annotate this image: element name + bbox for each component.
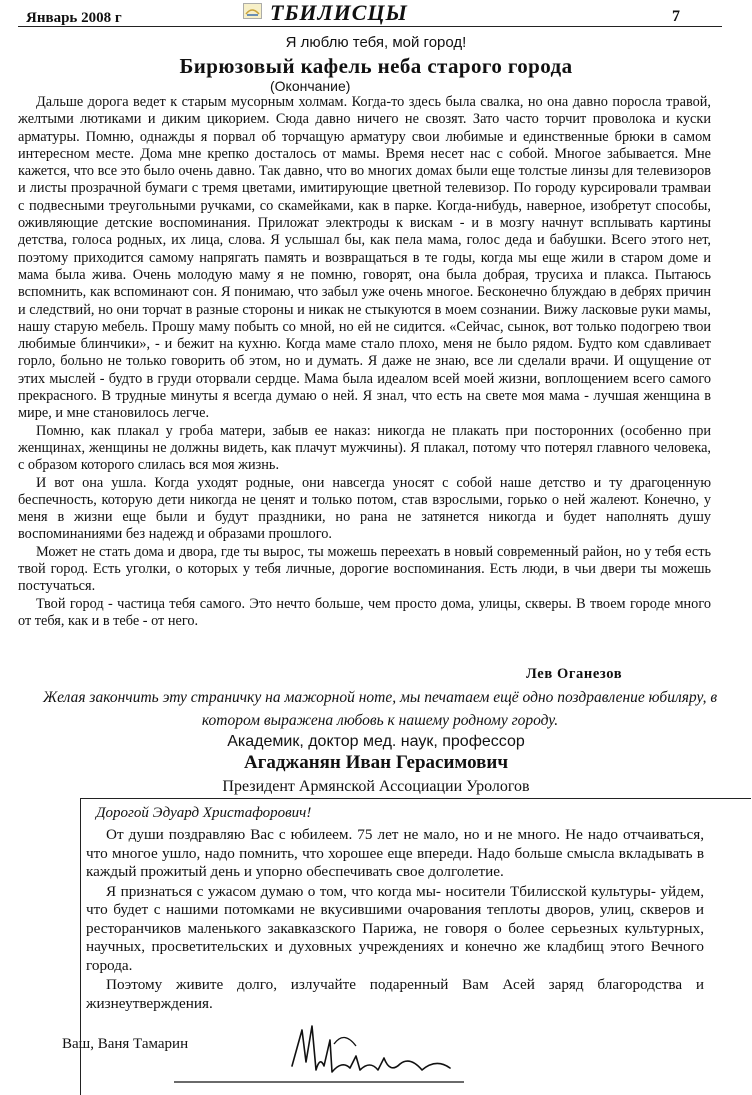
newspaper-logo: ТБИЛИСЦЫ [270,0,408,25]
letter-body [86,826,704,1014]
article-paragraph: И вот она ушла. Когда уходят родные, они навсегда уносят с собой наше детство и ту драгоценную беспечность, которую дети никогда не ценят и только потом, став взрослыми, горько о ней жалеют. Конечно, у меня в жизни еще были и будут праздники, но рана не затянется никогда и будет наполнять душу воспоминаниями без надежд и образами прошлого. [18,474,711,543]
header-divider [18,26,722,27]
article-title: Бирюзовый кафель неба старого города [179,54,573,78]
issue-date: Январь 2008 г [26,10,122,26]
article-author: Лев Оганезов [526,666,623,682]
letter-salutation: Дорогой Эдуард Христафорович! [96,805,312,821]
article-body [18,94,711,630]
article-subtitle: (Окончание) [270,78,351,94]
letter-paragraph: Поэтому живите долго, излучайте подаренный Вам Асей заряд благородства и жизнеутверждения. [86,976,704,1012]
article-paragraph: Твой город - частица тебя самого. Это нечто больше, чем просто дома, улицы, скверы. В твоем городе много от тебя, как и в тебе - от него. [18,595,711,629]
letter-paragraph: Я признаться с ужасом думаю о том, что когда мы- носители Тбилисской культуры- уйдем, что будет с нашими потомками не вкусившими очарования теплоты дворов, улиц, скверов и ресторанчиков маленького закавказского Парижа, не говоря о более серьезных культурных, научных, просветительских и духовных учреждениях и конечно же кладбищ этого Вечного города. [86,882,704,974]
article-paragraph: Помню, как плакал у гроба матери, забыв ее наказ: никогда не плакать при посторонних (особенно при женщинах, женщины не должны видеть, как плачут мужчины). Я плакал, потому что потерял главного человека, с образом которого слилась вся моя жизнь. [18,422,711,474]
editorial-intro: Желая закончить эту страничку на мажорной ноте, мы печатаем ещё одно поздравление юбиляру, в котором выражена любовь к нашему родному городу. [42,689,718,729]
article-paragraph: Может не стать дома и двора, где ты вырос, ты можешь переехать в новый современный район, но у тебя есть твой город. Есть уголки, о которых у тебя личные, дорогие воспоминания. Есть люди, в чьи двери ты можешь постучаться. [18,543,711,595]
section-title: Я люблю тебя, мой город! [285,34,467,51]
letter-signoff: Ваш, Ваня Тамарин [62,1036,189,1052]
letter-paragraph: От души поздравляю Вас с юбилеем. 75 лет не мало, но и не много. Не надо отчаиваться, что многое ушло, надо помнить, что хорошее еще впереди. Надо больше смысла вкладывать в каждый прожитый день и упорно обеспечивать свое долголетие. [86,826,704,880]
letter-author-position: Президент Армянской Ассоциации Урологов [222,778,530,795]
letter-author-name: Агаджанян Иван Герасимович [243,752,509,773]
article-paragraph: Дальше дорога ведет к старым мусорным холмам. Когда-то здесь была свалка, но она давно поросла травой, желтыми лютиками и диким цикорием. Сюда давно ничего не свозят. Зато часто торчит проволока и куски арматуры. Помню, однажды я порвал об торчащую арматуру свои любимые и единственные брюки в самом интересном месте. Дома мне крепко досталось от мамы. Время несет нас с собой. Многое забывается. Мне кажется, что все это было очень давно. Так давно, что во многих домах были еще толстые линзы для телевизоров и листы прозрачной бумаги с тремя цветами, имитирующие цветной телевизор. По городу курсировали трамваи с подвесными треугольными ручками, со скамейками, как в парке. Когда-нибудь, наверное, изобретут способы, оживляющие детские воспоминания. Приложат электроды к вискам - и в мозгу начнут всплывать картины детства, голоса родных, их лица, слова. Я услышал бы, как пела мама, голос деда и бабушки. Всего этого нет, поэтому приходится самому напрягать память и возвращаться в те годы, когда мы еще жили в старом доме и мама была жива. Очень молодую маму я не помню, говорят, она была добрая, трусиха и плакса. Пытаюсь вспомнить, как вспоминают сон. Я понимаю, что забыл уже очень многое. Бесконечно блуждаю в дебрях причин и следствий, но они торчат в разные стороны и никак не стыкуются в моем сознании. Вижу ласковые руки мамы, нашу старую мебель. Прошу маму побыть со мной, но ей не сидится. «Сейчас, сынок, вот только подогрею твои любимые блинчики», - и бежит на кухню. Когда маме стало плохо, меня не было рядом. Будто ком сдавливает горло, больно не только говорить об этом, но и думать. Я даже не знаю, все ли сделали врачи. И ощущение от этих мыслей - будто в груди оторвали сердце. Мама была идеалом всей моей жизни, воплощением всего самого прекрасного. В трудные минуты я всегда думаю о ней. Я знал, что есть на свете моя мама - лучшая женщина в мире, и мне становилось легче. [18,94,711,422]
letter-author-titles: Академик, доктор мед. наук, профессор [227,733,525,750]
handwritten-signature [174,1000,474,1094]
newspaper-emblem-icon [243,3,262,19]
page-number: 7 [672,8,680,25]
